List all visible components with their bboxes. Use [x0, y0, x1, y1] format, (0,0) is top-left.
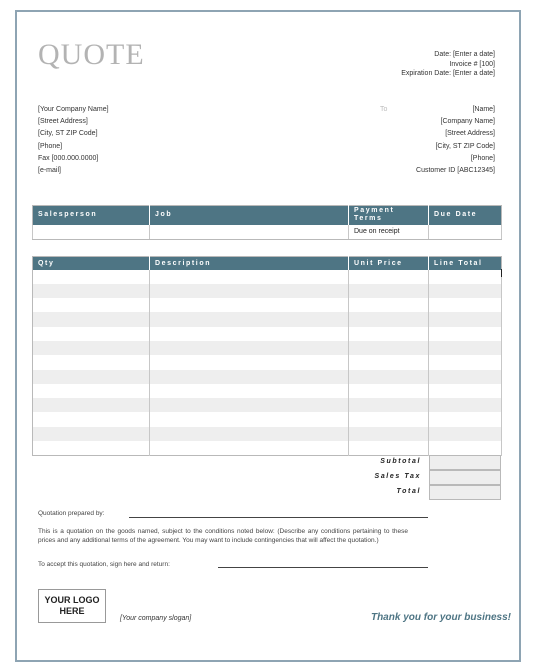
quote-meta [401, 50, 495, 79]
line-total-cell[interactable] [429, 284, 502, 298]
qty-cell[interactable] [33, 384, 150, 398]
line-item-row [33, 370, 502, 384]
logo-text-line2: HERE [59, 606, 85, 616]
sender-city[interactable]: [City, ST ZIP Code] [38, 130, 98, 138]
unit-price-cell[interactable] [349, 427, 429, 441]
line-item-row [33, 441, 502, 455]
line-item-row [33, 270, 502, 284]
unit-price-cell[interactable] [349, 398, 429, 412]
unit-price-cell[interactable] [349, 355, 429, 369]
invoice-number[interactable]: Invoice # [100] [449, 60, 495, 68]
header-due-date: Due Date [429, 206, 502, 225]
line-item-row [33, 412, 502, 426]
items-table-header [33, 257, 502, 270]
sender-street[interactable]: [Street Address] [38, 118, 88, 126]
unit-price-cell[interactable] [349, 327, 429, 341]
line-item-row [33, 327, 502, 341]
line-total-cell[interactable] [429, 441, 502, 455]
header-qty: Qty [33, 257, 150, 270]
job-table [32, 205, 502, 240]
recipient-address [416, 104, 495, 177]
sender-address [38, 104, 109, 177]
description-cell[interactable] [150, 270, 349, 284]
salesperson-cell[interactable] [33, 225, 150, 240]
sender-company[interactable]: [Your Company Name] [38, 106, 109, 113]
line-total-cell[interactable] [429, 355, 502, 369]
subtotal-value[interactable] [429, 455, 501, 470]
to-label: To [380, 106, 388, 113]
line-total-cell[interactable] [429, 384, 502, 398]
recipient-company[interactable]: [Company Name] [440, 118, 495, 126]
qty-cell[interactable] [33, 312, 150, 326]
description-cell[interactable] [150, 384, 349, 398]
unit-price-cell[interactable] [349, 312, 429, 326]
description-cell[interactable] [150, 427, 349, 441]
qty-cell[interactable] [33, 298, 150, 312]
expiration-date[interactable]: Expiration Date: [Enter a date] [401, 70, 495, 78]
line-total-cell[interactable] [429, 427, 502, 441]
job-table-header [33, 206, 502, 225]
unit-price-cell[interactable] [349, 284, 429, 298]
quotation-terms[interactable]: This is a quotation on the goods named, subject to the conditions noted below: (Describe any conditions pertaining to these prices and any additional terms of the agreement. You may want to include contingencies that will affect the quotation.) [38, 528, 408, 544]
totals-block [348, 455, 501, 500]
sender-email[interactable]: [e-mail] [38, 166, 61, 174]
header-salesperson: Salesperson [33, 206, 150, 225]
recipient-city[interactable]: [City, ST ZIP Code] [435, 142, 495, 150]
qty-cell[interactable] [33, 398, 150, 412]
qty-cell[interactable] [33, 441, 150, 455]
description-cell[interactable] [150, 284, 349, 298]
customer-id[interactable]: Customer ID [ABC12345] [416, 166, 495, 174]
description-cell[interactable] [150, 341, 349, 355]
description-cell[interactable] [150, 412, 349, 426]
sales-tax-value[interactable] [429, 470, 501, 485]
qty-cell[interactable] [33, 355, 150, 369]
header-line-total: Line Total [429, 257, 502, 270]
document-title: QUOTE [38, 38, 145, 71]
subtotal-label: Subtotal [380, 458, 421, 465]
line-total-cell[interactable] [429, 341, 502, 355]
job-table-row [33, 225, 502, 240]
line-item-row [33, 427, 502, 441]
total-row [348, 485, 501, 500]
unit-price-cell[interactable] [349, 441, 429, 455]
line-total-cell[interactable] [429, 327, 502, 341]
line-item-row [33, 298, 502, 312]
line-item-row [33, 312, 502, 326]
prepared-by-line[interactable] [129, 517, 428, 518]
qty-cell[interactable] [33, 327, 150, 341]
qty-cell[interactable] [33, 284, 150, 298]
sender-fax[interactable]: Fax [000.000.0000] [38, 154, 99, 162]
header-job: Job [150, 206, 349, 225]
items-table [32, 256, 502, 456]
total-value[interactable] [429, 485, 501, 500]
subtotal-row [348, 455, 501, 470]
line-total-cell[interactable] [429, 298, 502, 312]
qty-cell[interactable] [33, 341, 150, 355]
line-item-row [33, 398, 502, 412]
line-item-row [33, 355, 502, 369]
line-total-cell[interactable] [429, 312, 502, 326]
unit-price-cell[interactable] [349, 412, 429, 426]
description-cell[interactable] [150, 312, 349, 326]
item-rows [33, 270, 502, 456]
qty-cell[interactable] [33, 270, 150, 284]
signature-line[interactable] [218, 567, 428, 568]
description-cell[interactable] [150, 327, 349, 341]
unit-price-cell[interactable] [349, 384, 429, 398]
total-label: Total [396, 488, 421, 495]
quote-date[interactable]: Date: [Enter a date] [434, 51, 495, 58]
description-cell[interactable] [150, 355, 349, 369]
thank-you-message: Thank you for your business! [370, 612, 511, 623]
recipient-name[interactable]: [Name] [472, 106, 495, 113]
unit-price-cell[interactable] [349, 370, 429, 384]
prepared-by-label: Quotation prepared by: [38, 510, 105, 517]
job-cell[interactable] [150, 225, 349, 240]
qty-cell[interactable] [33, 370, 150, 384]
line-item-row [33, 284, 502, 298]
line-total-cell[interactable] [429, 370, 502, 384]
qty-cell[interactable] [33, 412, 150, 426]
description-cell[interactable] [150, 398, 349, 412]
accept-label: To accept this quotation, sign here and return: [38, 561, 170, 568]
company-slogan[interactable]: [Your company slogan] [120, 615, 192, 622]
line-item-row [33, 384, 502, 398]
payment-terms-cell[interactable]: Due on receipt [349, 225, 429, 240]
due-date-cell[interactable] [429, 225, 502, 240]
line-total-cell[interactable] [429, 398, 502, 412]
unit-price-cell[interactable] [349, 298, 429, 312]
logo-placeholder[interactable] [38, 589, 106, 623]
recipient-street[interactable]: [Street Address] [445, 130, 495, 138]
unit-price-cell[interactable] [349, 341, 429, 355]
header-unit-price: Unit Price [349, 257, 429, 270]
header-description: Description [150, 257, 349, 270]
description-cell[interactable] [150, 370, 349, 384]
line-total-cell[interactable] [429, 270, 502, 284]
text-cursor [501, 269, 502, 277]
line-total-cell[interactable] [429, 412, 502, 426]
qty-cell[interactable] [33, 427, 150, 441]
logo-text-line1: YOUR LOGO [44, 595, 100, 605]
recipient-phone[interactable]: [Phone] [470, 154, 495, 162]
line-item-row [33, 341, 502, 355]
sales-tax-row [348, 470, 501, 485]
description-cell[interactable] [150, 441, 349, 455]
description-cell[interactable] [150, 298, 349, 312]
sales-tax-label: Sales Tax [374, 473, 421, 480]
unit-price-cell[interactable] [349, 270, 429, 284]
sender-phone[interactable]: [Phone] [38, 142, 63, 150]
header-payment-terms: Payment Terms [349, 206, 429, 225]
